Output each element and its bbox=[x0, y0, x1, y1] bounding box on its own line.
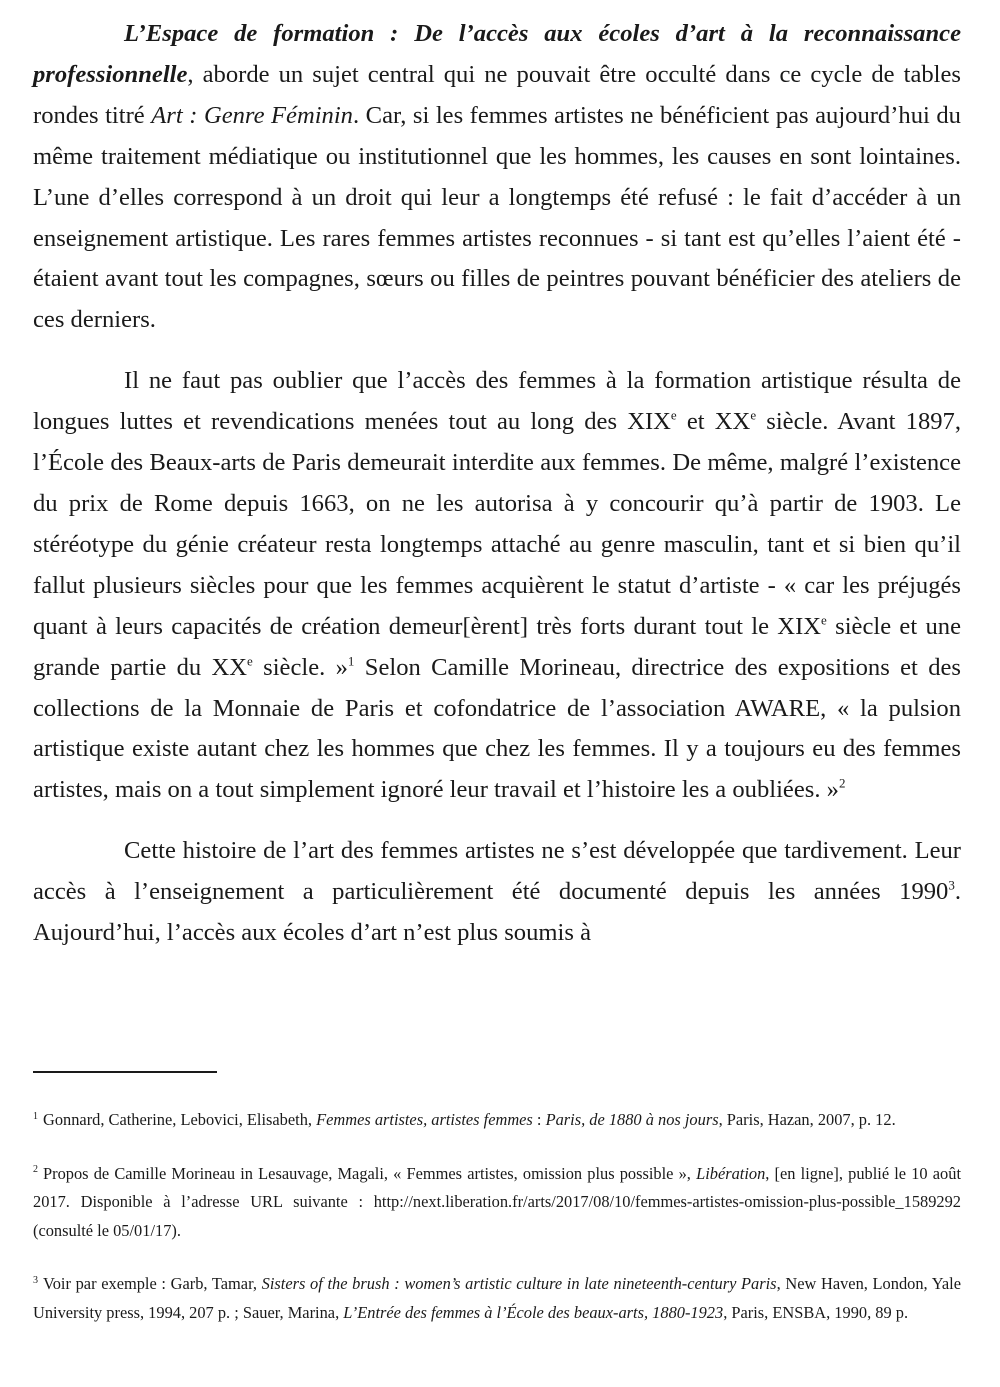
paragraph-text: et XX bbox=[676, 408, 751, 436]
series-title: Art : Genre Féminin bbox=[151, 101, 353, 129]
footnote-text: , Paris, Hazan, 2007, p. 12. bbox=[718, 1110, 896, 1129]
footnote-text: Propos de Camille Morineau in Lesauvage, Magali, « Femmes artistes, omission plus possible », bbox=[43, 1163, 697, 1183]
footnote-text: , [en ligne], publié le 10 août 2017. Disponible à l’adresse URL suivante : http://next.liberation.fr/arts/2017/08/10/femmes-artistes-omission-plus-possible_1589292 (consulté le 05/01/17). bbox=[33, 1163, 961, 1240]
paragraph-1 bbox=[33, 14, 961, 341]
footnote-text: , New Haven, London, Yale University press, 1994, 207 p. ; Sauer, Marina, bbox=[33, 1274, 961, 1322]
superscript: e bbox=[670, 407, 677, 423]
footnote-text: , Paris, ENSBA, 1990, 89 p. bbox=[723, 1302, 909, 1322]
footnote-1 bbox=[33, 1106, 961, 1135]
footnote-number: 3 bbox=[33, 1274, 38, 1286]
footnote-book-title: Sisters of the brush : women’s artistic culture in late nineteenth-century Paris bbox=[261, 1274, 777, 1293]
paragraph-text: siècle. » bbox=[252, 653, 348, 681]
paragraph-text: Il ne faut pas oublier que l’accès des femmes à la formation artistique résulta de longues luttes et revendications menées tout au long des XIX bbox=[33, 367, 961, 436]
document-body bbox=[33, 14, 961, 954]
footnote-book-subtitle: Paris, de 1880 à nos jours bbox=[545, 1110, 719, 1129]
footnote-2 bbox=[33, 1160, 961, 1246]
footnote-ref-3[interactable]: 3 bbox=[948, 877, 955, 893]
paragraph-2 bbox=[33, 361, 961, 811]
paragraph-text: . Car, si les femmes artistes ne bénéficient pas aujourd’hui du même traitement médiatique ou institutionnel que les hommes, les causes en sont lointaines. L’une d’elles correspond à un droit qui leur a longtemps été refusé : le fait d’accéder à un enseignement artistique. Les rares femmes artistes reconnues - si tant est qu’elles l’aient été - étaient avant tout les compagnes, sœurs ou filles de peintres pouvant bénéficier des ateliers de ces derniers. bbox=[33, 101, 961, 334]
superscript: e bbox=[821, 611, 827, 627]
footnote-book-title: Femmes artistes, artistes femmes bbox=[316, 1110, 533, 1129]
section-title: L’Espace de formation bbox=[124, 20, 375, 47]
footnote-text: Gonnard, Catherine, Lebovici, Elisabeth, bbox=[43, 1110, 317, 1129]
paragraph-3 bbox=[33, 831, 961, 954]
paragraph-text: . Aujourd’hui, l’accès aux écoles d’art n’est plus soumis à bbox=[33, 878, 961, 947]
footnote-number: 2 bbox=[33, 1164, 38, 1175]
footnote-publication: Libération bbox=[696, 1163, 766, 1183]
footnote-separator bbox=[33, 1071, 217, 1073]
paragraph-text: siècle. Avant 1897, l’École des Beaux-arts de Paris demeurait interdite aux femmes. De même, malgré l’existence du prix de Rome depuis 1663, on ne les autorisa à y concourir qu’à partir de 1903. Le stéréotype du génie créateur resta longtemps attaché au genre masculin, tant et si bien qu’il fallut plusieurs siècles pour que les femmes acquièrent le statut d’artiste - « car les préjugés quant à leurs capacités de création demeur[èrent] très forts durant tout le XIX bbox=[33, 408, 962, 640]
footnote-ref-2[interactable]: 2 bbox=[838, 775, 846, 791]
paragraph-text: Selon Camille Morineau, directrice des expositions et des collections de la Monnaie de Paris et cofondatrice de l’association AWARE, « la pulsion artistique existe autant chez les hommes que chez les femmes. Il y a toujours eu des femmes artistes, mais on a tout simplement ignoré leur travail et l’histoire les a oubliées. » bbox=[33, 653, 961, 804]
footnote-text: Voir par exemple : Garb, Tamar, bbox=[43, 1274, 262, 1293]
section-title-separator: : bbox=[374, 20, 415, 47]
footnote-book-title: L’Entrée des femmes à l’École des beaux-arts, 1880-1923 bbox=[343, 1302, 724, 1322]
footnote-3 bbox=[33, 1270, 961, 1327]
superscript: e bbox=[750, 407, 757, 423]
footnote-text: : bbox=[532, 1110, 546, 1129]
paragraph-text: siècle et une grande partie du XX bbox=[33, 612, 961, 681]
footnotes bbox=[33, 1106, 961, 1327]
superscript: e bbox=[247, 652, 253, 668]
footnote-ref-1[interactable]: 1 bbox=[347, 652, 355, 668]
section-subtitle: De l’accès aux écoles d’art à la reconnaissance professionnelle bbox=[33, 20, 961, 88]
footnote-number: 1 bbox=[33, 1110, 38, 1122]
paragraph-text: , aborde un sujet central qui ne pouvait être occulté dans ce cycle de tables rondes titré bbox=[33, 60, 961, 129]
paragraph-text: Cette histoire de l’art des femmes artistes ne s’est développée que tardivement. Leur accès à l’enseignement a particulièrement été documenté depuis les années 1990 bbox=[33, 837, 961, 906]
